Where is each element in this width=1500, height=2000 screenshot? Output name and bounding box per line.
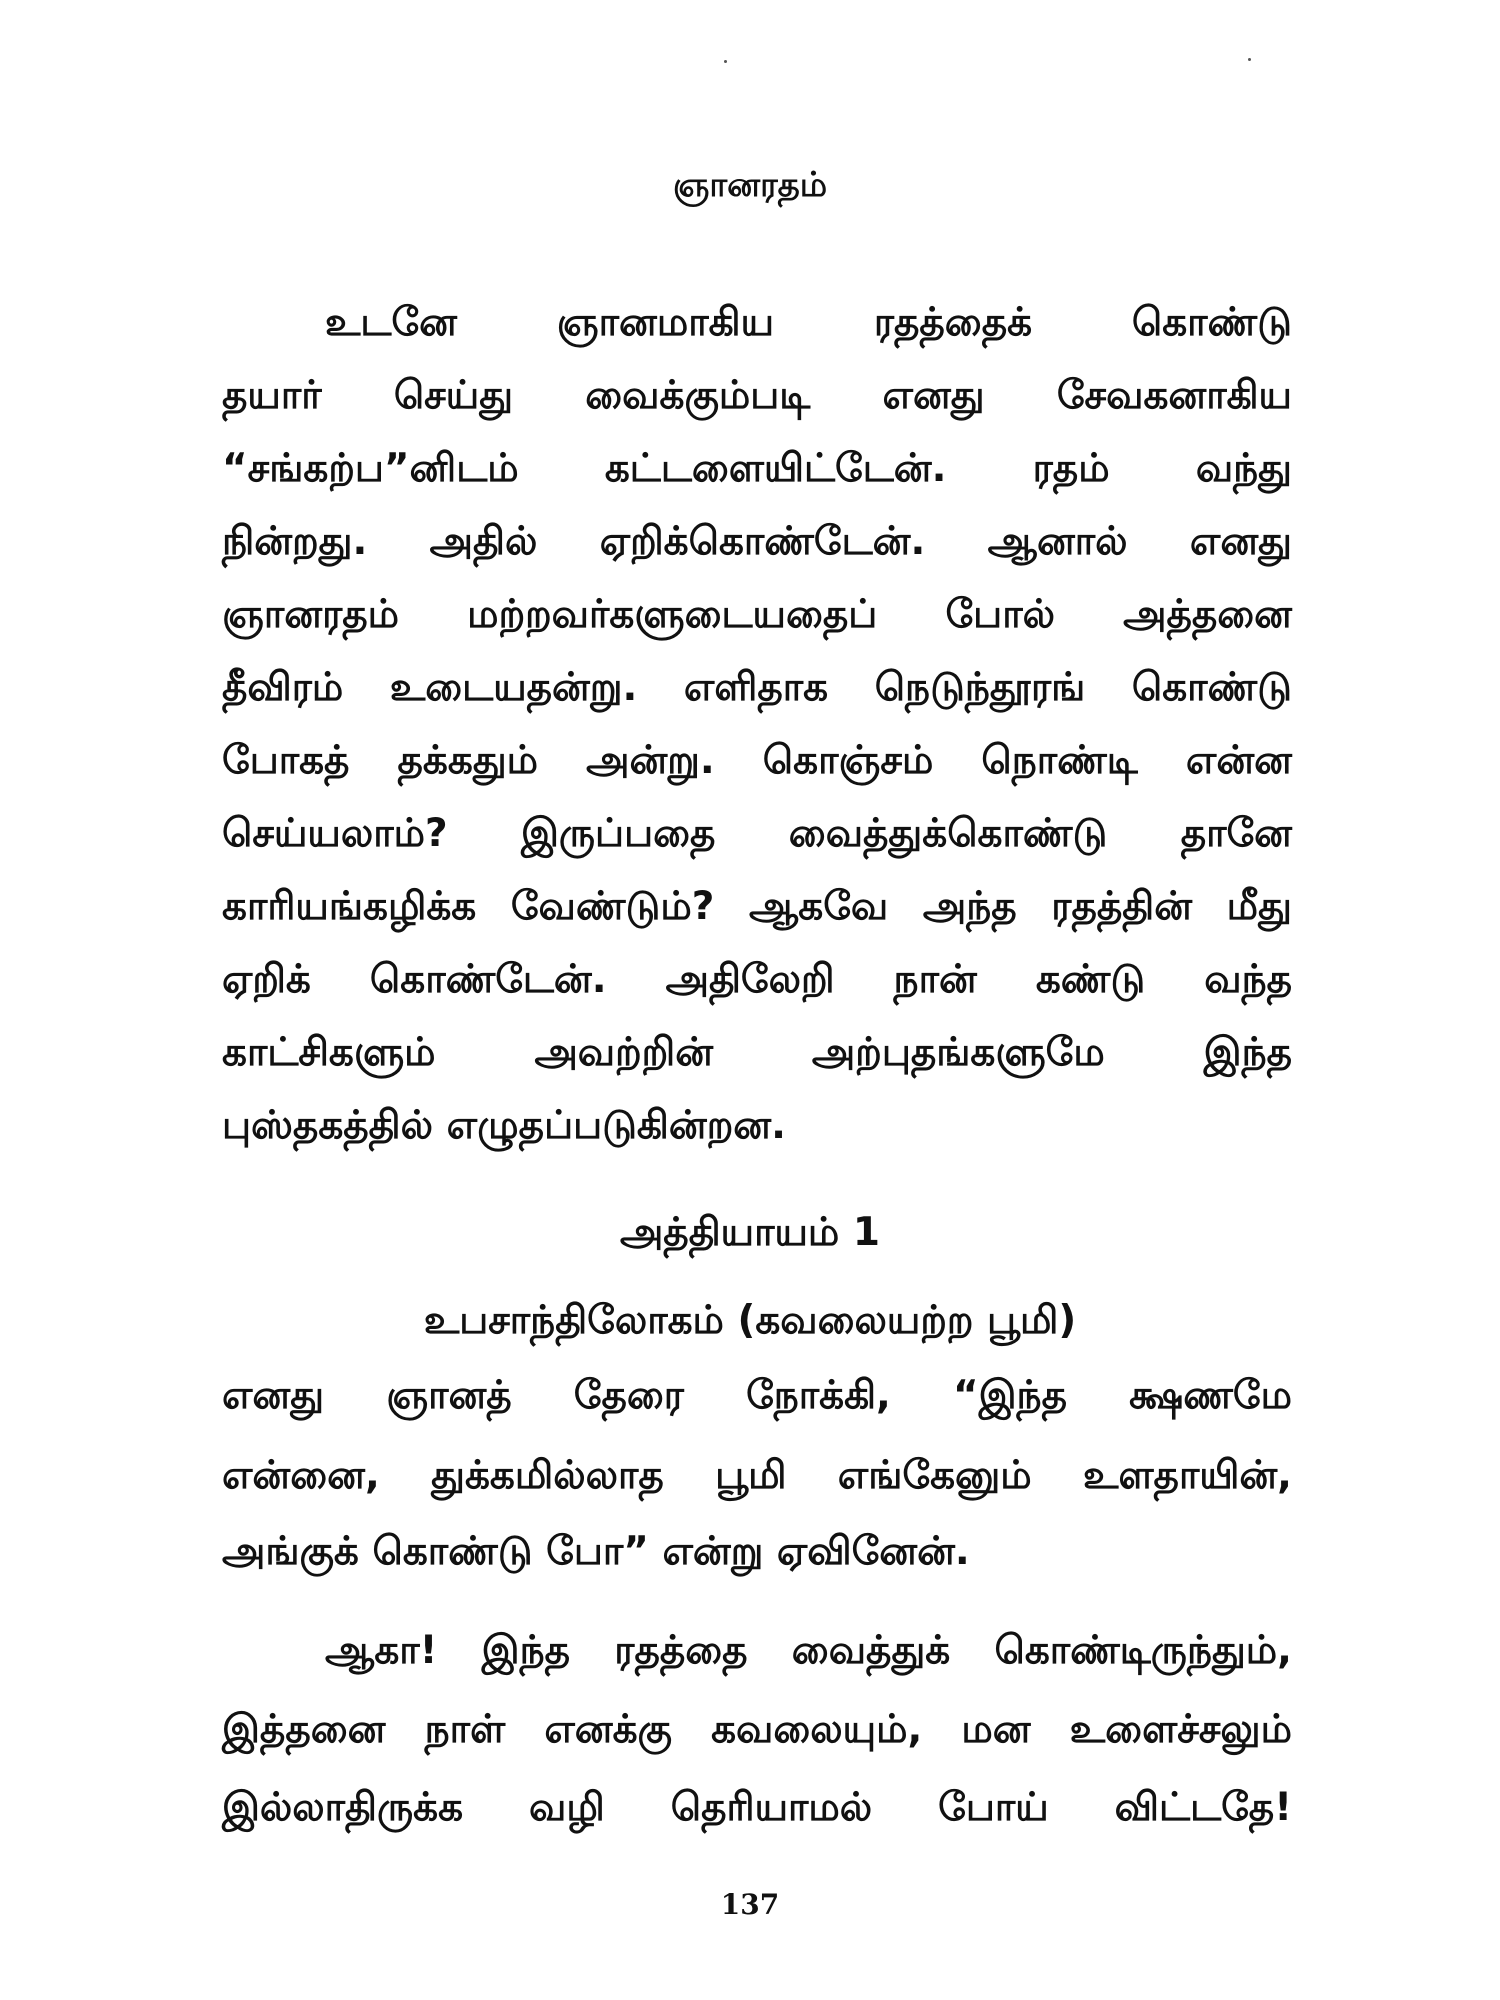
chapter-title: உபசாந்திலோகம் (கவலையற்ற பூமி) xyxy=(423,1298,1077,1343)
chapter-number: அத்தியாயம் 1 xyxy=(619,1210,881,1255)
paragraph-line: அங்குக் கொண்டு போ” என்று ஏவினேன். xyxy=(222,1529,970,1574)
paragraph-line: புஸ்தகத்தில் எழுதப்படுகின்றன. xyxy=(222,1103,786,1148)
scan-speck xyxy=(1248,58,1251,61)
paragraph-line: எனது ஞானத் தேரை நோக்கி, “இந்த க்ஷணமே xyxy=(222,1373,1292,1418)
paragraph-line: தயார் செய்து வைக்கும்படி எனது சேவகனாகிய xyxy=(222,373,1292,418)
running-header: ஞானரதம் xyxy=(672,165,828,205)
paragraph-line: ஞானரதம் மற்றவர்களுடையதைப் போல் அத்தனை xyxy=(222,592,1292,637)
page-number: 137 xyxy=(720,1888,780,1921)
paragraph-line: இல்லாதிருக்க வழி தெரியாமல் போய் விட்டதே! xyxy=(222,1785,1292,1830)
paragraph-line: என்னை, துக்கமில்லாத பூமி எங்கேனும் உளதாயின், xyxy=(222,1453,1292,1498)
paragraph-line: “சங்கற்ப”னிடம் கட்டளையிட்டேன். ரதம் வந்து xyxy=(222,446,1292,491)
paragraph-line: நின்றது. அதில் ஏறிக்கொண்டேன். ஆனால் எனது xyxy=(222,519,1292,564)
paragraph-line: உடனே ஞானமாகிய ரதத்தைக் கொண்டு xyxy=(325,300,1292,345)
paragraph-line: தீவிரம் உடையதன்று. எளிதாக நெடுந்தூரங் கொண்டு xyxy=(222,665,1292,710)
paragraph-line: போகத் தக்கதும் அன்று. கொஞ்சம் நொண்டி என்ன xyxy=(222,738,1292,783)
paragraph-line: காட்சிகளும் அவற்றின் அற்புதங்களுமே இந்த xyxy=(222,1030,1292,1075)
paragraph-line: காரியங்கழிக்க வேண்டும்? ஆகவே அந்த ரதத்தின் மீது xyxy=(222,884,1292,929)
paragraph-line: ஏறிக் கொண்டேன். அதிலேறி நான் கண்டு வந்த xyxy=(222,957,1292,1002)
scan-speck xyxy=(724,60,727,63)
paragraph-line: இத்தனை நாள் எனக்கு கவலையும், மன உளைச்சலும் xyxy=(222,1707,1292,1752)
paragraph-line: ஆகா! இந்த ரதத்தை வைத்துக் கொண்டிருந்தும், xyxy=(325,1628,1292,1673)
paragraph-line: செய்யலாம்? இருப்பதை வைத்துக்கொண்டு தானே xyxy=(222,811,1292,856)
